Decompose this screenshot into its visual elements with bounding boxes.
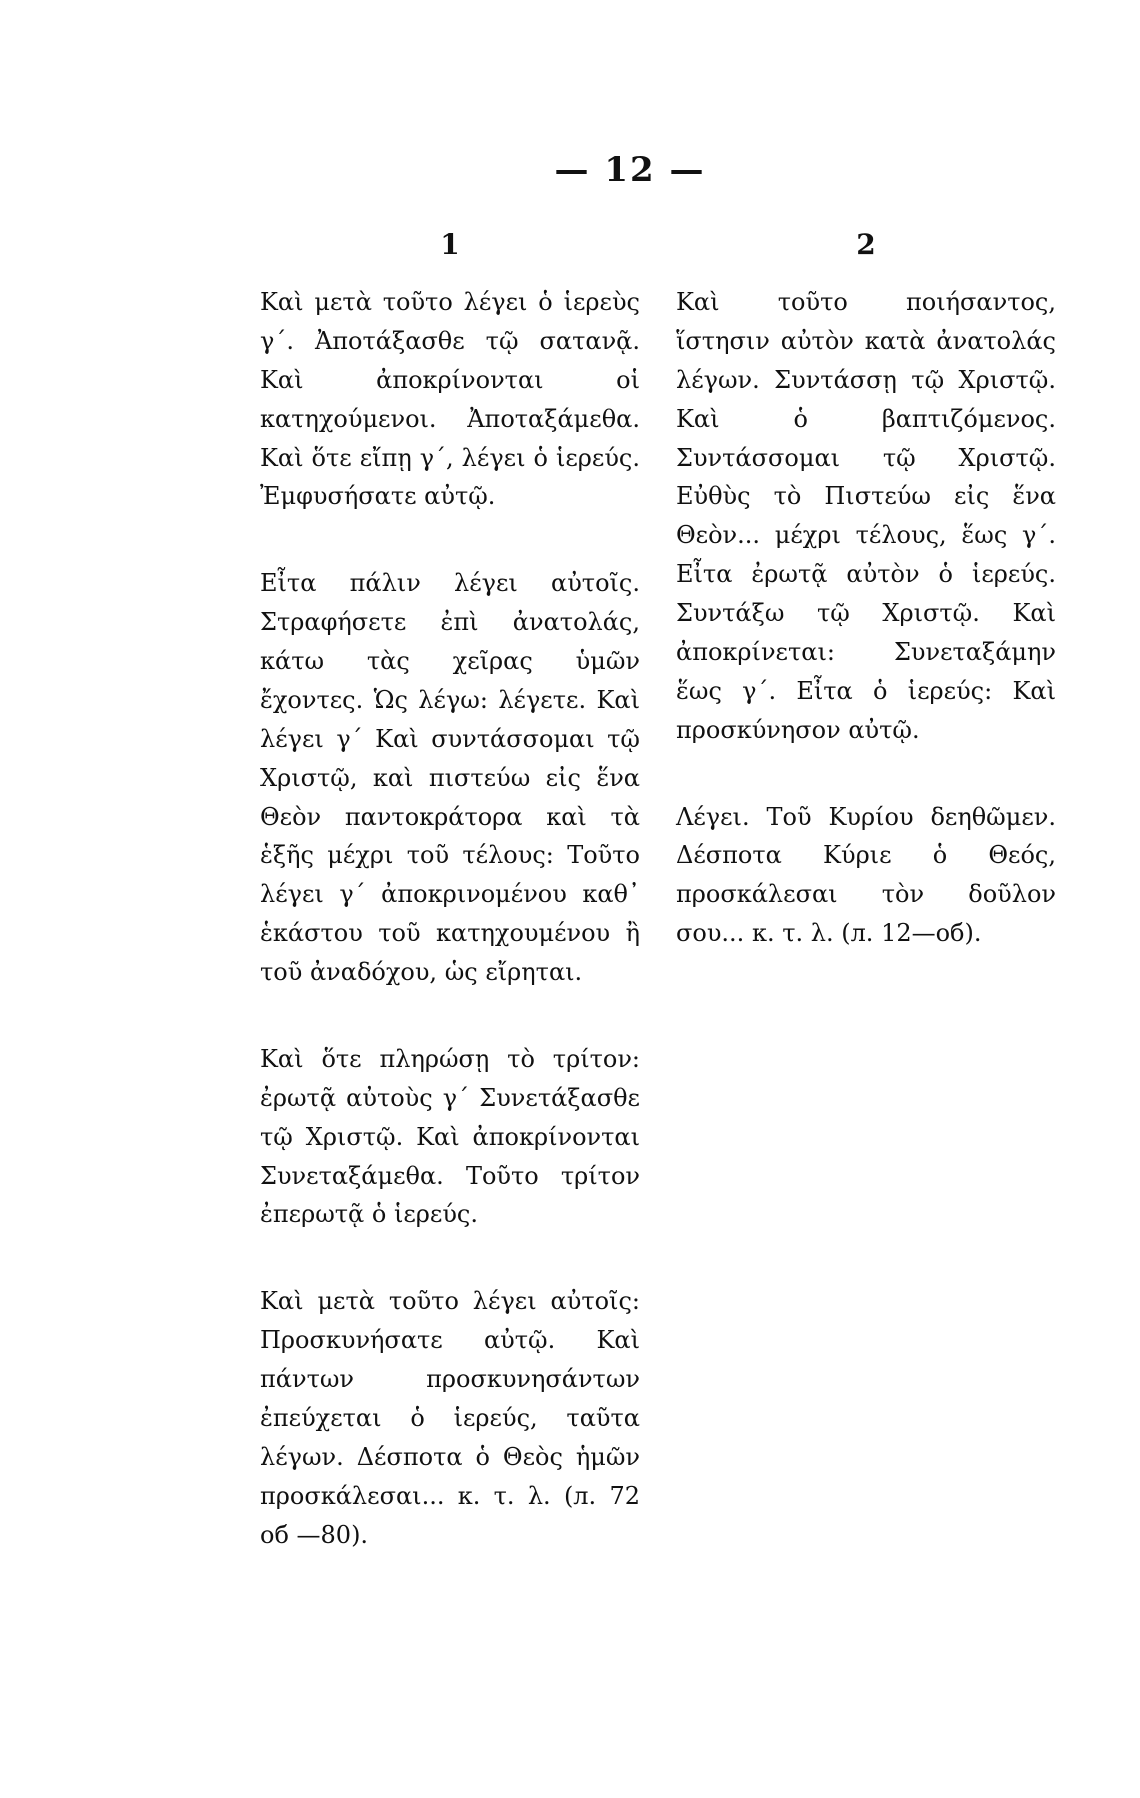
left-column xyxy=(260,228,640,1602)
column-number: 1 xyxy=(440,228,460,261)
page-number: — 12 — xyxy=(554,150,706,190)
paragraph: Εἶτα πάλιν λέγει αὐτοῖς. Στραφήσετε ἐπὶ ἀνατολάς, κάτω τὰς χεῖρας ὑμῶν ἔχοντες. Ὡς λέγω: λέγετε. Καὶ λέγει γ΄ Καὶ συντάσσομαι τῷ Χριστῷ, καὶ πιστεύω εἰς ἕνα Θεὸν παντοκράτορα καὶ τὰ ἑξῆς μέχρι τοῦ τέλους: Τοῦτο λέγει γ΄ ἀποκρινομένου καθ᾽ ἑκάστου τοῦ κατηχουμένου ἢ τοῦ ἀναδόχου, ὡς εἴρηται. xyxy=(260,569,640,986)
column-number: 2 xyxy=(856,228,876,261)
paragraph: Λέγει. Τοῦ Κυρίου δεηθῶμεν. Δέσποτα Κύριε ὁ Θεός, προσκάλεσαι τὸν δοῦλον σου... κ. τ. λ. (л. 12—об). xyxy=(676,802,1056,948)
right-column xyxy=(676,228,1056,1001)
paragraph: Καὶ μετὰ τοῦτο λέγει αὐτοῖς: Προσκυνήσατε αὐτῷ. Καὶ πάντων προσκυνησάντων ἐπεύχεται ὁ ἱερεύς, ταῦτα λέγων. Δέσποτα ὁ Θεὸς ἡμῶν προσκάλεσαι... κ. τ. λ. (л. 72 об —80). xyxy=(260,1287,640,1549)
paragraph: Καὶ τοῦτο ποιήσαντος, ἵστησιν αὐτὸν κατὰ ἀνατολάς λέγων. Συντάσσῃ τῷ Χριστῷ. Καὶ ὁ βαπτιζόμενος. Συντάσσομαι τῷ Χριστῷ. Εὐθὺς τὸ Πιστεύω εἰς ἕνα Θεὸν... μέχρι τέλους, ἕως γ΄. Εἶτα ἐρωτᾷ αὐτὸν ὁ ἱερεύς. Συντάξω τῷ Χριστῷ. Καὶ ἀποκρίνεται: Συνεταξάμην ἕως γ΄. Εἶτα ὁ ἱερεύς: Καὶ προσκύνησον αὐτῷ. xyxy=(676,288,1056,744)
paragraph: Καὶ ὅτε πληρώσῃ τὸ τρίτον: ἐρωτᾷ αὐτοὺς γ΄ Συνετάξασθε τῷ Χριστῷ. Καὶ ἀποκρίνονται Συνεταξάμεθα. Τοῦτο τρίτον ἐπερωτᾷ ὁ ἱερεύς. xyxy=(260,1044,640,1229)
paragraph: Καὶ μετὰ τοῦτο λέγει ὁ ἱερεὺς γ΄. Ἀποτάξασθε τῷ σατανᾷ. Καὶ ἀποκρίνονται οἱ κατηχούμενοι. Ἀποταξάμεθα. Καὶ ὅτε εἴπῃ γ΄, λέγει ὁ ἱερεύς. Ἐμφυσήσατε αὐτῷ. xyxy=(260,288,640,511)
